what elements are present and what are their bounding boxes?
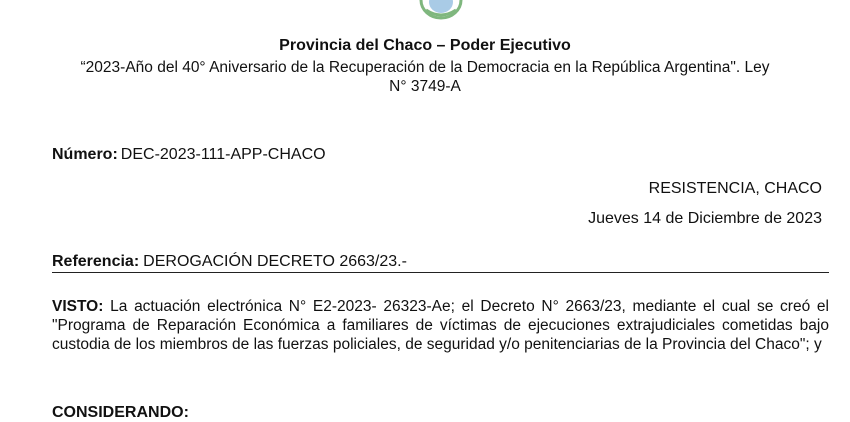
place-date-block (588, 174, 822, 234)
document-header (0, 36, 850, 96)
date: Jueves 14 de Diciembre de 2023 (588, 210, 822, 227)
visto-label: VISTO: (52, 298, 104, 315)
reference-line (52, 253, 829, 273)
decree-number (52, 146, 326, 164)
visto-text: La actuación electrónica N° E2-2023- 26323-Ae; el Decreto N° 2663/23, mediante el cual se creó el "Programa de Reparación Económica a familiares de víctimas de ejecuciones extrajudiciales cometidas bajo custodia de los miembros de las fuerzas policiales, de seguridad y/o penitenciarias de la Provincia del Chaco"; y (52, 298, 829, 353)
decree-number-label: Número: (52, 146, 118, 163)
province-title: Provincia del Chaco – Poder Ejecutivo (279, 37, 571, 54)
city: RESISTENCIA, CHACO (648, 180, 822, 197)
reference-value: DEROGACIÓN DECRETO 2663/23.- (143, 253, 407, 270)
considerando-heading: CONSIDERANDO: (52, 404, 189, 421)
reference-label: Referencia: (52, 253, 140, 270)
decree-number-value: DEC-2023-111-APP-CHACO (120, 146, 326, 163)
visto-paragraph (52, 297, 829, 354)
provincial-seal-icon (418, 0, 464, 20)
year-motto: “2023-Año del 40° Aniversario de la Recuperación de la Democracia en la República Argentina". Ley N° 3749-A (80, 59, 770, 95)
